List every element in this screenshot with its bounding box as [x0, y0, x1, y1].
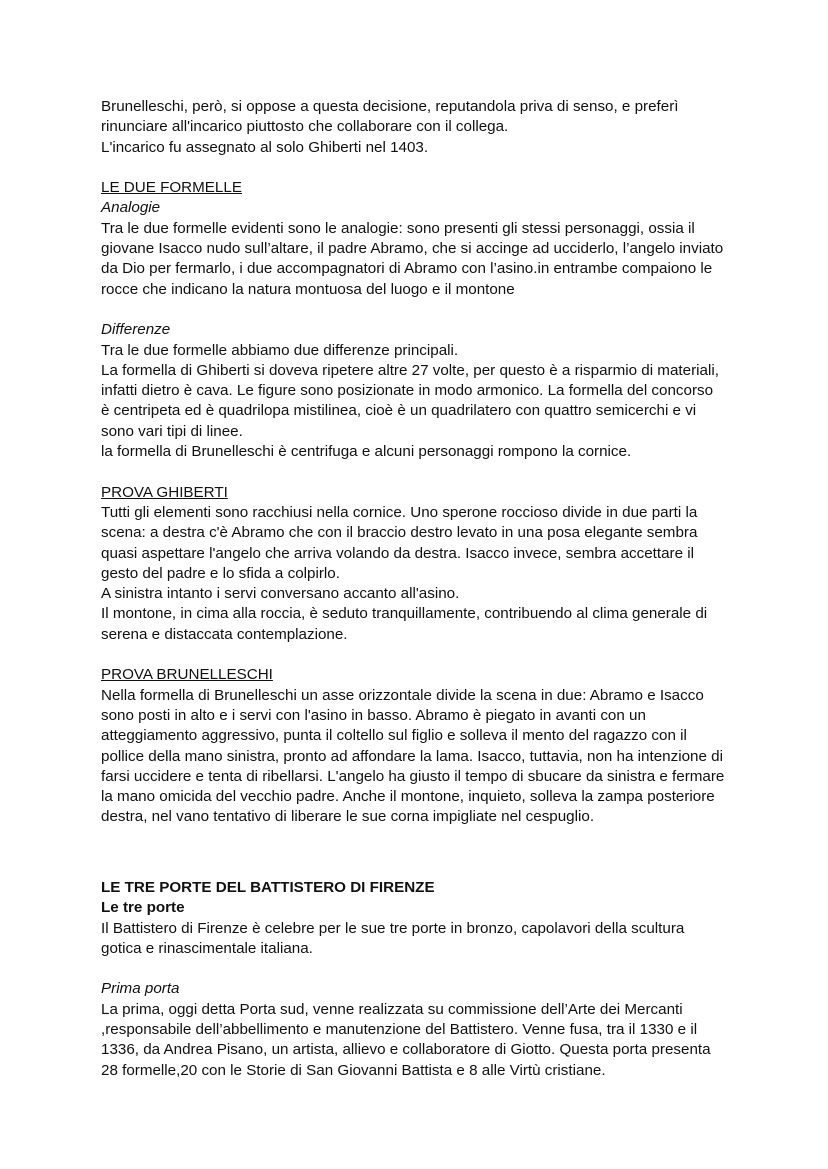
section-heading: LE DUE FORMELLE [101, 179, 242, 197]
text-line: destra, nel vano tentativo di liberare le sue corna impigliate nel cespuglio. [101, 808, 595, 826]
text-line: è centripeta ed è quadrilopa mistilinea, cioè è un quadrilatero con quattro semicerchi e vi [101, 402, 697, 420]
section-heading: PROVA GHIBERTI [101, 483, 228, 501]
text-line: atteggiamento aggressivo, punta il coltello sul figlio e solleva il mento del ragazzo con il [101, 727, 687, 745]
section-tre-porte [101, 878, 761, 1081]
text-line: Il Battistero di Firenze è celebre per le sue tre porte in bronzo, capolavori della scultura [101, 919, 685, 937]
subsection-title: Prima porta [101, 980, 180, 998]
section-prova-ghiberti [101, 483, 761, 645]
text-line: gesto del padre e lo sfida a colpirlo. [101, 564, 340, 582]
text-line: farsi uccidere e tenta di ribellarsi. L'angelo ha giusto il tempo di sbucare da sinistra e fermare [101, 767, 725, 785]
subsection-title: Le tre porte [101, 899, 185, 917]
text-line: 28 formelle,20 con le Storie di San Giovanni Battista e 8 alle Virtù cristiane. [101, 1061, 606, 1079]
text-line: da Dio per fermarlo, i due accompagnatori di Abramo con l’asino.in entrambe compaiono le [101, 260, 713, 278]
text-line: la formella di Brunelleschi è centrifuga e alcuni personaggi rompono la cornice. [101, 443, 632, 461]
section-due-formelle [101, 178, 761, 462]
text-line: A sinistra intanto i servi conversano accanto all'asino. [101, 585, 460, 603]
text-line: La formella di Ghiberti si doveva ripetere altre 27 volte, per questo è a risparmio di materiali, [101, 361, 719, 379]
intro-paragraph [101, 97, 761, 158]
text-line: Tra le due formelle abbiamo due differenze principali. [101, 341, 459, 359]
text-line: gotica e rinascimentale italiana. [101, 939, 313, 957]
text-line: La prima, oggi detta Porta sud, venne realizzata su commissione dell’Arte dei Mercanti [101, 1000, 683, 1018]
text-line: rinunciare all'incarico piuttosto che collaborare con il collega. [101, 118, 509, 136]
section-heading: PROVA BRUNELLESCHI [101, 666, 273, 684]
text-line: Tra le due formelle evidenti sono le analogie: sono presenti gli stessi personaggi, ossia il [101, 219, 695, 237]
text-line: pollice della mano sinistra, pronto ad affondare la lama. Isacco, tuttavia, non ha intenzione di [101, 747, 723, 765]
subsection-title: Differenze [101, 321, 171, 339]
section-prova-brunelleschi [101, 665, 761, 827]
text-line: scena: a destra c'è Abramo che con il braccio destro levato in una posa elegante sembra [101, 524, 698, 542]
text-line: ,responsabile dell’abbellimento e manutenzione del Battistero. Venne fusa, tra il 1330 e il [101, 1021, 698, 1039]
text-line: Brunelleschi, però, si oppose a questa decisione, reputandola priva di senso, e preferì [101, 98, 679, 115]
text-line: infatti dietro è cava. Le figure sono posizionate in modo armonico. La formella del concorso [101, 382, 714, 400]
text-line: Il montone, in cima alla roccia, è seduto tranquillamente, contribuendo al clima generale di [101, 605, 708, 623]
text-line: Tutti gli elementi sono racchiusi nella cornice. Uno sperone roccioso divide in due parti la [101, 503, 698, 521]
text-line: giovane Isacco nudo sull’altare, il padre Abramo, che si accinge ad ucciderlo, l’angelo inviato [101, 240, 724, 258]
text-line: la mano omicida del vecchio padre. Anche il montone, inquieto, solleva la zampa posteriore [101, 788, 715, 806]
text-line: quasi aspettare l'angelo che arriva volando da destra. Isacco invece, sembra accettare il [101, 544, 695, 562]
subsection-title: Analogie [101, 199, 161, 217]
text-line: serena e distaccata contemplazione. [101, 625, 348, 643]
text-line: 1336, da Andrea Pisano, un artista, allievo e collaboratore di Giotto. Questa porta presenta [101, 1041, 711, 1059]
text-line: L'incarico fu assegnato al solo Ghiberti nel 1403. [101, 138, 429, 156]
text-line: sono vari tipi di linee. [101, 422, 243, 440]
text-line: rocce che indicano la natura montuosa del luogo e il montone [101, 280, 515, 298]
text-line: Nella formella di Brunelleschi un asse orizzontale divide la scena in due: Abramo e Isacco [101, 686, 704, 704]
text-line: sono posti in alto e i servi con l'asino in basso. Abramo è piegato in avanti con un [101, 706, 646, 724]
document-page [101, 97, 761, 1081]
section-heading: LE TRE PORTE DEL BATTISTERO DI FIRENZE [101, 878, 435, 896]
